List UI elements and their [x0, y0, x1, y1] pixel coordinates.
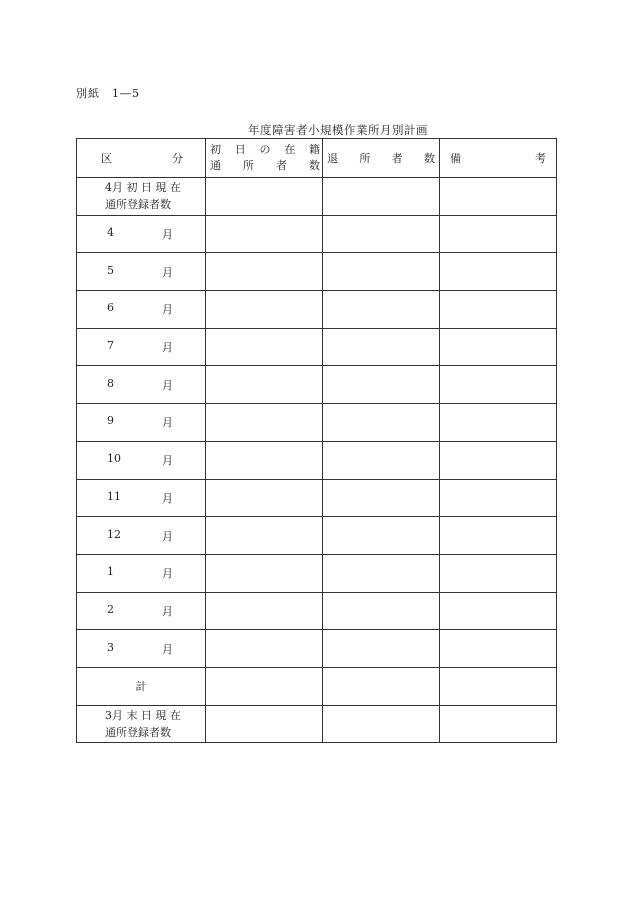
row-label-cell	[77, 630, 206, 668]
month-number: 5	[107, 263, 114, 277]
header-initial-enrolled: 初 日 の 在 籍 通 所 者 数	[206, 139, 323, 178]
row-label-cell	[77, 441, 206, 479]
table-row	[77, 328, 557, 366]
month-number: 12	[107, 527, 121, 541]
remarks-cell[interactable]	[440, 479, 557, 517]
month-number: 7	[107, 339, 114, 353]
table-row	[77, 479, 557, 517]
row-label-cell	[77, 517, 206, 555]
document-title: 年度障害者小規模作業所月別計画	[248, 123, 428, 137]
row-label-cell	[77, 366, 206, 404]
withdrawals-cell[interactable]	[323, 215, 440, 253]
enrolled-cell[interactable]	[206, 630, 323, 668]
table-row	[77, 404, 557, 442]
row-label-cell	[77, 328, 206, 366]
withdrawals-cell[interactable]	[323, 630, 440, 668]
withdrawals-cell[interactable]	[323, 554, 440, 592]
remarks-cell[interactable]	[440, 178, 557, 216]
enrolled-cell[interactable]	[206, 291, 323, 329]
table-row	[77, 592, 557, 630]
row-label-cell	[77, 404, 206, 442]
remarks-cell[interactable]	[440, 554, 557, 592]
month-unit: 月	[162, 491, 173, 505]
row-label-line2: 通所登録者数	[105, 198, 171, 212]
row-label-cell	[77, 253, 206, 291]
month-unit: 月	[162, 265, 173, 279]
enrolled-cell[interactable]	[206, 404, 323, 442]
table-row	[77, 253, 557, 291]
month-unit: 月	[162, 228, 173, 242]
month-unit: 月	[162, 341, 173, 355]
month-number: 9	[107, 414, 114, 428]
withdrawals-cell[interactable]	[323, 705, 440, 743]
enrolled-cell[interactable]	[206, 667, 323, 705]
enrolled-cell[interactable]	[206, 328, 323, 366]
row-label-line1: 4月 初 日 現 在	[105, 181, 181, 195]
month-number: 11	[107, 489, 121, 503]
enrolled-cell[interactable]	[206, 366, 323, 404]
remarks-cell[interactable]	[440, 517, 557, 555]
month-number: 4	[107, 226, 114, 240]
remarks-cell[interactable]	[440, 215, 557, 253]
withdrawals-cell[interactable]	[323, 253, 440, 291]
row-label-line1: 3月 末 日 現 在	[105, 708, 181, 722]
withdrawals-cell[interactable]	[323, 291, 440, 329]
remarks-cell[interactable]	[440, 366, 557, 404]
row-label-cell	[77, 479, 206, 517]
month-unit: 月	[162, 378, 173, 392]
table-row	[77, 441, 557, 479]
remarks-cell[interactable]	[440, 667, 557, 705]
remarks-cell[interactable]	[440, 404, 557, 442]
table-row	[77, 517, 557, 555]
enrolled-cell[interactable]	[206, 178, 323, 216]
withdrawals-cell[interactable]	[323, 178, 440, 216]
table-row	[77, 630, 557, 668]
enrolled-cell[interactable]	[206, 441, 323, 479]
row-label-cell	[77, 592, 206, 630]
withdrawals-cell[interactable]	[323, 328, 440, 366]
remarks-cell[interactable]	[440, 291, 557, 329]
withdrawals-cell[interactable]	[323, 479, 440, 517]
month-number: 10	[107, 452, 121, 466]
table-row	[77, 215, 557, 253]
withdrawals-cell[interactable]	[323, 366, 440, 404]
month-number: 3	[107, 640, 114, 654]
month-unit: 月	[162, 529, 173, 543]
row-label-cell	[77, 291, 206, 329]
remarks-cell[interactable]	[440, 253, 557, 291]
withdrawals-cell[interactable]	[323, 592, 440, 630]
row-label-cell	[77, 705, 206, 743]
enrolled-cell[interactable]	[206, 215, 323, 253]
remarks-cell[interactable]	[440, 630, 557, 668]
appendix-reference: 別紙 1―5	[76, 87, 140, 100]
table-body	[77, 178, 557, 743]
row-label-cell	[77, 667, 206, 705]
row-label-cell	[77, 554, 206, 592]
enrolled-cell[interactable]	[206, 253, 323, 291]
withdrawals-cell[interactable]	[323, 667, 440, 705]
header-kubun: 区 分	[77, 139, 206, 178]
month-number: 8	[107, 376, 114, 390]
enrolled-cell[interactable]	[206, 705, 323, 743]
withdrawals-cell[interactable]	[323, 517, 440, 555]
month-unit: 月	[162, 303, 173, 317]
table-row	[77, 554, 557, 592]
enrolled-cell[interactable]	[206, 592, 323, 630]
remarks-cell[interactable]	[440, 705, 557, 743]
remarks-cell[interactable]	[440, 328, 557, 366]
enrolled-cell[interactable]	[206, 554, 323, 592]
month-unit: 月	[162, 416, 173, 430]
table-row	[77, 291, 557, 329]
table-row	[77, 705, 557, 743]
month-number: 6	[107, 301, 114, 315]
remarks-cell[interactable]	[440, 592, 557, 630]
month-number: 1	[107, 565, 114, 579]
row-label-line2: 通所登録者数	[105, 725, 171, 739]
remarks-cell[interactable]	[440, 441, 557, 479]
withdrawals-cell[interactable]	[323, 441, 440, 479]
month-unit: 月	[162, 454, 173, 468]
enrolled-cell[interactable]	[206, 517, 323, 555]
total-label: 計	[135, 680, 147, 694]
withdrawals-cell[interactable]	[323, 404, 440, 442]
month-unit: 月	[162, 567, 173, 581]
table-row	[77, 178, 557, 216]
monthly-plan-table	[76, 138, 557, 743]
table-row	[77, 667, 557, 705]
enrolled-cell[interactable]	[206, 479, 323, 517]
header-withdrawals: 退 所 者 数	[323, 139, 440, 178]
table-header-row	[77, 139, 557, 178]
row-label-cell	[77, 215, 206, 253]
month-number: 2	[107, 602, 114, 616]
month-unit: 月	[162, 604, 173, 618]
table-row	[77, 366, 557, 404]
header-remarks: 備 考	[440, 139, 557, 178]
row-label-cell	[77, 178, 206, 216]
month-unit: 月	[162, 642, 173, 656]
